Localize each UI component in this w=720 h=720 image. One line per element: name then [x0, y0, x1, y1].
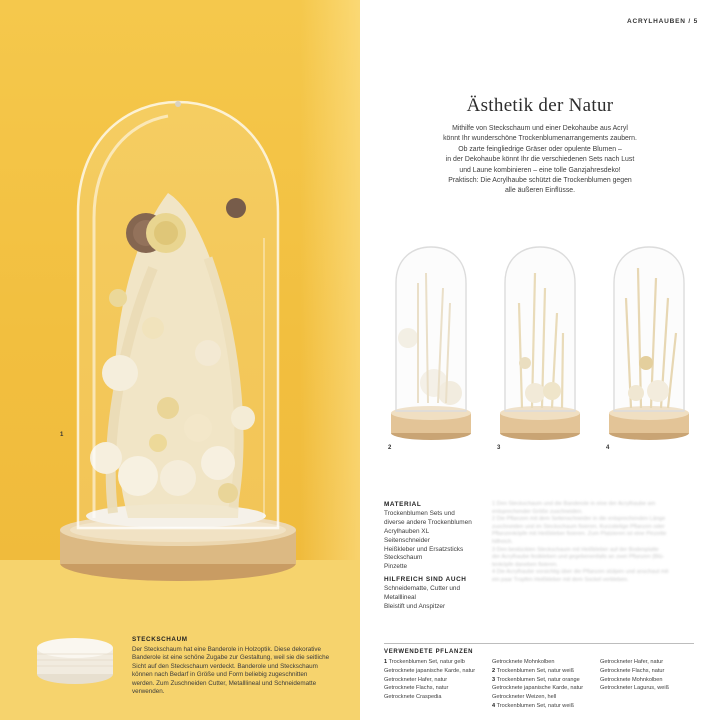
page-folio: ACRYLHAUBEN / 5	[627, 18, 698, 25]
caption-line: Banderole ist eine schöne Zugabe zur Gestaltung, weil sie die seitliche	[132, 654, 330, 661]
material-item: diverse andere Trockenblumen	[384, 518, 472, 526]
plant-item: Getrocknete japanische Karde, natur	[492, 685, 584, 692]
plant-item: Getrocknete Mohnkolben	[600, 676, 663, 683]
material-item: Pinzette	[384, 563, 408, 571]
intro-text: Mithilfe von Steckschaum und einer Dekohaube aus Acryl könnt Ihr wunderschöne Trockenblumenarrangements zaubern. Ob zarte feingliedrige Gräser oder opulente Blumen – in der Dekohaube könnt Ihr die verschiedenen Sets nach Lust und Laune kombinieren – eine tolle Ganzjahresdeko! Praktisch: Die Acrylhaube schützt die Trockenblumen gegen alle äußeren Einflüsse.	[443, 125, 637, 195]
plant-item: Getrocknete Flachs, natur	[600, 667, 665, 674]
floral-foam-photo	[34, 630, 116, 686]
material-item: Acrylhauben XL	[384, 527, 430, 535]
help-item: Bleistift und Anspitzer	[384, 602, 446, 610]
material-item: Heißkleber und Ersatzsticks	[384, 545, 464, 553]
steckschaum-caption	[132, 636, 352, 697]
material-item: Steckschaum	[384, 554, 423, 562]
caption-line: verwenden.	[132, 688, 165, 695]
plants-column-2	[492, 658, 602, 711]
caption-line: Sicht auf den Steckschaum verdeckt. Banderole und Steckschaum	[132, 662, 318, 670]
plant-item: 2 Trockenblumen Set, natur weiß	[492, 667, 575, 674]
section-divider	[384, 643, 694, 644]
caption-heading: STECKSCHAUM	[132, 636, 188, 643]
plant-item: 1 Trockenblumen Set, natur gelb	[384, 659, 465, 665]
plants-column-3	[600, 658, 710, 693]
photo-number-3: 3	[497, 445, 501, 451]
help-heading: HILFREICH SIND AUCH	[384, 576, 467, 584]
instruction-steps-blurred: 1 Den Steckschaum und die Banderole in eine der Acrylhaube am entsprechender Größe zuschneiden. 2 Die Pflanzen mit dem Seitenschneider in die entsprechenden Länge zuschneiden und im Steckschaum fixieren. Kurzstielige Pflanzen oder Pflanzenköpfe mit Heißkleber fixieren. Zum Platzieren ist eine Pinzette hilfreich. 3 Den bestückten Steckschaum mit Heißkleber auf der Bodenplatte der Acrylhaube festkleben und gegebenenfalls an zwei Pflanzen (Blü- tenköpfe daneben fixieren. 4 Die Acrylhaube vorsichtig über die Pflanzen stülpen und anschaut mit ein paar Tropfen Heißkleber mit dem Sockel verkleben.	[492, 501, 669, 583]
page-title: Ästhetik der Natur	[466, 95, 614, 116]
caption-line: können nach Bedarf in Größe und Form beliebig zugeschnitten	[132, 671, 308, 678]
plant-item: Getrocknete Mohnkolben	[492, 659, 555, 665]
material-item: Seitenschneider	[384, 536, 430, 544]
right-page	[360, 0, 720, 720]
material-item: Trockenblumen Sets und	[384, 509, 455, 517]
help-item: Metalllineal	[384, 594, 416, 602]
photo-number-2: 2	[388, 445, 392, 451]
acrylic-dome-arrangement-photo	[58, 98, 298, 598]
photo-number-4: 4	[606, 445, 610, 451]
plant-item: Getrocknete Craspedia	[384, 694, 442, 701]
plants-column-1	[384, 658, 494, 702]
jar-photo-4	[606, 243, 692, 443]
jar-photo-2	[388, 243, 474, 443]
jar-photo-3	[497, 243, 583, 443]
help-item: Schneidematte, Cutter und	[384, 585, 461, 593]
plant-item: Getrockneter Weizen, hell	[492, 694, 557, 701]
plant-item: 4 Trockenblumen Set, natur weiß	[492, 702, 575, 709]
photo-number-1: 1	[60, 432, 64, 438]
material-heading: MATERIAL	[384, 501, 422, 508]
plants-heading: VERWENDETE PFLANZEN	[384, 649, 474, 655]
material-list	[384, 501, 494, 612]
plant-item: Getrockneter Lagurus, weiß	[600, 685, 670, 692]
caption-line: werden. Zum Zuschneiden Cutter, Metalllineal und Schneidematte	[132, 679, 317, 687]
caption-line: Der Steckschaum hat eine Banderole in Holzoptik. Diese dekorative	[132, 645, 322, 653]
plant-item: Getrockneter Hafer, natur	[600, 659, 664, 665]
plant-item: Getrockneter Hafer, natur	[384, 676, 448, 683]
plant-item: Getrocknete Flachs, natur	[384, 685, 449, 692]
plant-item: 3 Trockenblumen Set, natur orange	[492, 676, 580, 683]
plant-item: Getrocknete japanische Karde, natur	[384, 667, 476, 674]
